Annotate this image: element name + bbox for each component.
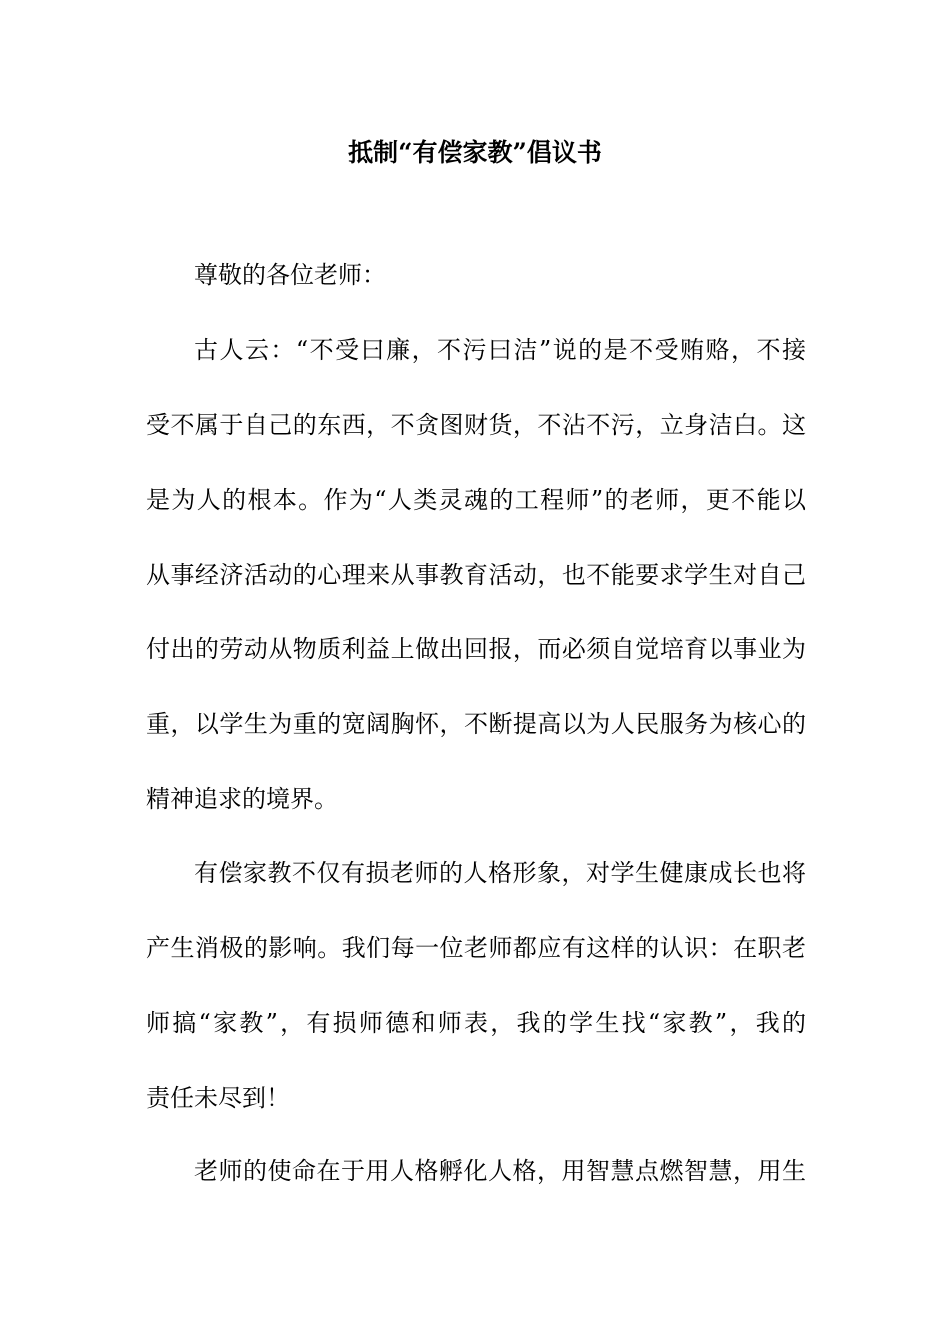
paragraph-line: 从事经济活动的心理来从事教育活动，也不能要求学生对自己 [146, 561, 806, 589]
paragraph-line: 古人云：“不受曰廉，不污曰洁”说的是不受贿赂，不接 [194, 336, 806, 364]
salutation: 尊敬的各位老师： [194, 261, 386, 289]
paragraph-line: 老师的使命在于用人格孵化人格，用智慧点燃智慧，用生 [194, 1157, 806, 1185]
paragraph-line: 是为人的根本。作为“人类灵魂的工程师”的老师，更不能以 [146, 486, 806, 514]
paragraph-line: 有偿家教不仅有损老师的人格形象，对学生健康成长也将 [194, 859, 806, 887]
paragraph-line: 责任未尽到！ [146, 1084, 290, 1112]
paragraph-line: 付出的劳动从物质利益上做出回报，而必须自觉培育以事业为 [146, 635, 806, 663]
paragraph-line: 产生消极的影响。我们每一位老师都应有这样的认识：在职老 [146, 934, 806, 962]
paragraph-line: 受不属于自己的东西，不贪图财货，不沾不污，立身洁白。这 [146, 411, 806, 439]
document-title: 抵制“有偿家教”倡议书 [348, 138, 602, 167]
paragraph-line: 师搞“家教”，有损师德和师表，我的学生找“家教”，我的 [146, 1009, 806, 1037]
paragraph-line: 精神追求的境界。 [146, 785, 338, 813]
paragraph-line: 重，以学生为重的宽阔胸怀，不断提高以为人民服务为核心的 [146, 710, 806, 738]
